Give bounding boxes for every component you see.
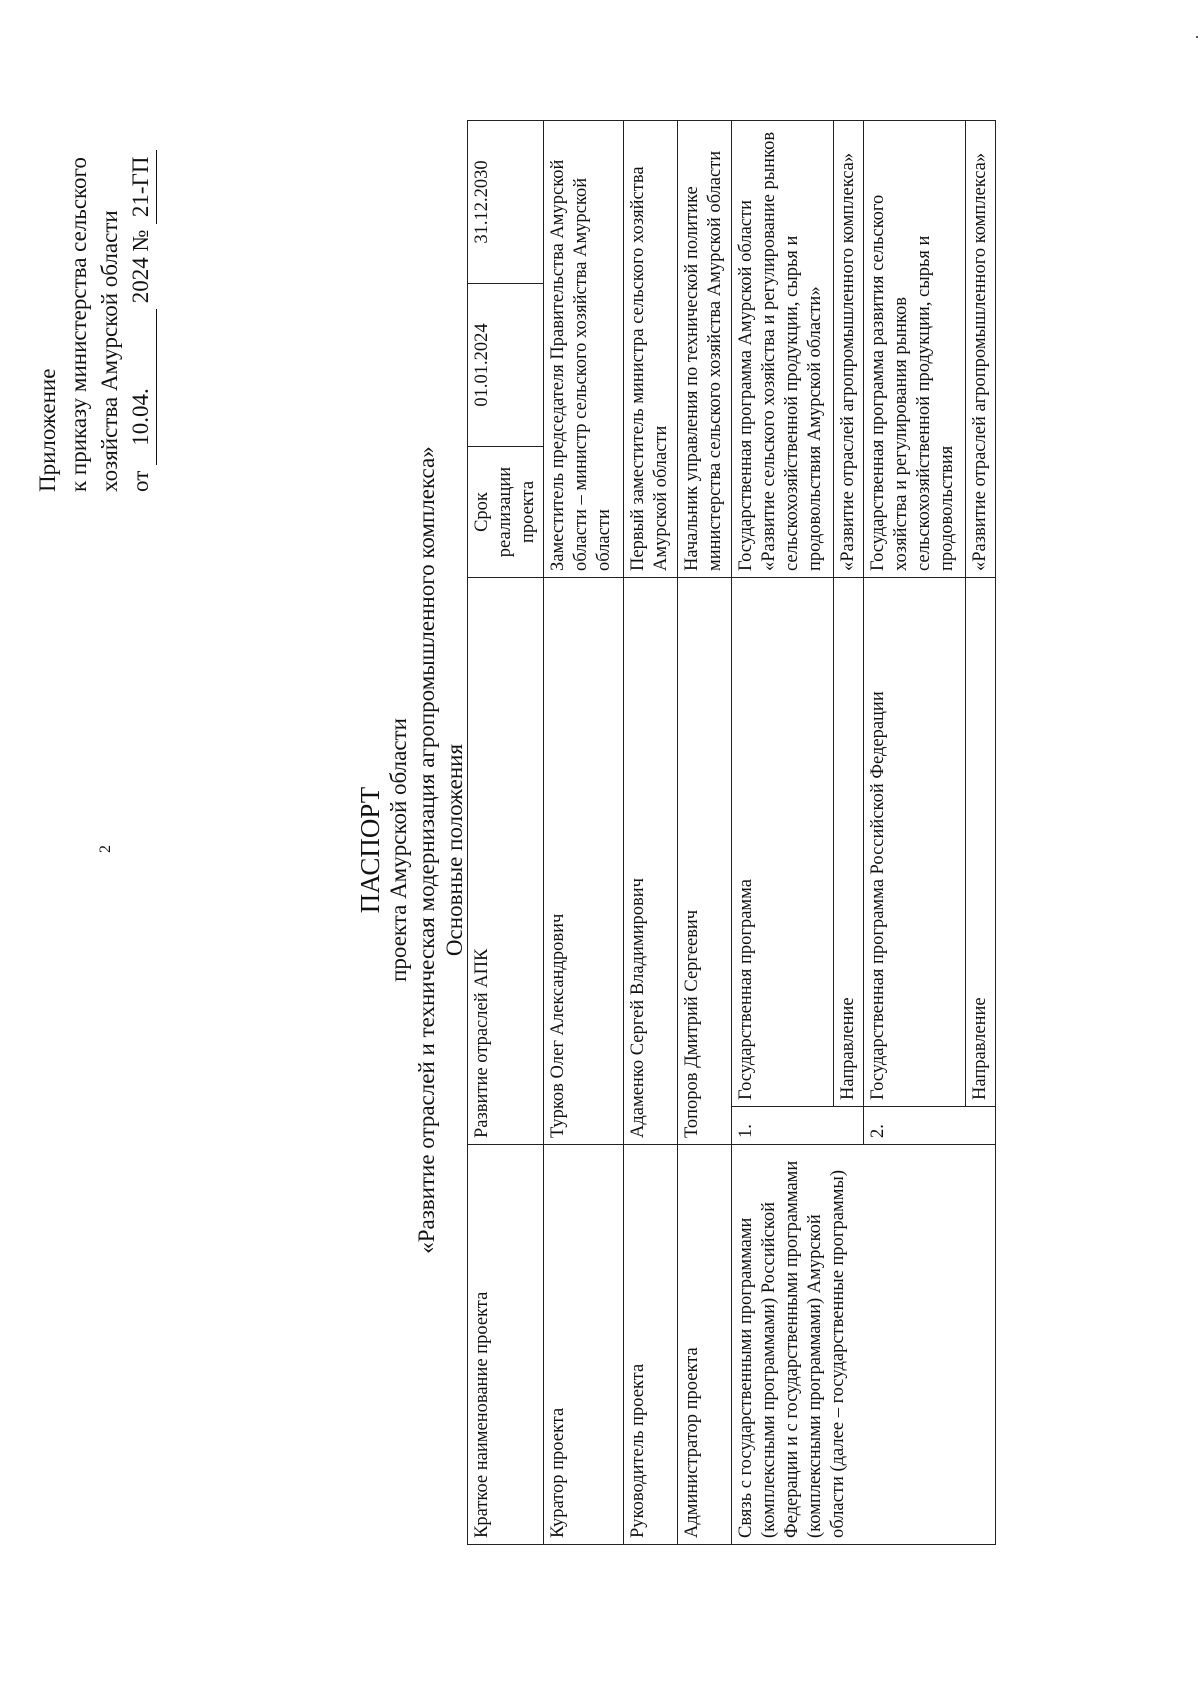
appendix-line-4: [125, 72, 157, 492]
page-number: 2: [97, 845, 114, 853]
direction-value: «Развитие отраслей агропромышленного комплекса»: [966, 121, 996, 578]
scan-speck: [1196, 36, 1198, 38]
from-label: от: [128, 470, 153, 492]
appendix-line-3: хозяйства Амурской области: [97, 210, 122, 492]
end-date: 31.12.2030: [468, 121, 544, 284]
appendix-block: [32, 72, 157, 492]
program-label: Государственная программа Российской Федерации: [864, 578, 966, 1107]
administrator-name: Топоров Дмитрий Сергеевич: [678, 578, 732, 1145]
row-label: Руководитель проекта: [624, 1145, 678, 1545]
program-value: Государственная программа развития сельского хозяйства и регулирования рынков сельскохозяйственной продукции, сырья и продовольствия: [864, 121, 966, 578]
project-name: «Развитие отраслей и техническая модернизация агропромышленного комплекса»: [414, 446, 439, 1254]
direction-label: Направление: [966, 578, 996, 1107]
order-date-blank: [125, 309, 157, 369]
curator-name: Турков Олег Александрович: [544, 578, 624, 1145]
row-label: Куратор проекта: [544, 1145, 624, 1545]
curator-position: Заместитель председателя Правительства Амурской области – министр сельского хозяйства Амурской области: [544, 121, 624, 578]
item-number: 1.: [732, 1107, 864, 1145]
section-title: Основные положения: [442, 743, 467, 957]
table-row: [624, 121, 678, 1545]
table-row: [678, 121, 732, 1545]
order-number: 21-ГП: [125, 150, 157, 224]
short-name-cell: Развитие отраслей АПК: [468, 578, 544, 1145]
year-label: 2024 №: [128, 229, 153, 304]
appendix-line-1: Приложение: [35, 368, 60, 492]
table-row: [468, 121, 544, 1545]
appendix-line-2: к приказу министерства сельского: [66, 157, 91, 492]
passport-table: [467, 120, 996, 1545]
table-row: [732, 121, 834, 1545]
start-date: 01.01.2024: [468, 284, 544, 447]
row-label: Связь с государственными программами (комплексными программами) Российской Федерации и с государственными программами (комплексными программами) Амурской области (далее – государственные программы): [732, 1145, 996, 1545]
order-date: 10.04.: [125, 369, 157, 465]
landscape-content: [20, 50, 1150, 1650]
manager-position: Первый заместитель министра сельского хозяйства Амурской области: [624, 121, 678, 578]
direction-label: Направление: [834, 578, 864, 1107]
row-label: Администратор проекта: [678, 1145, 732, 1545]
item-number: 2.: [864, 1107, 996, 1145]
program-label: Государственная программа: [732, 578, 834, 1107]
row-label: Краткое наименование проекта: [468, 1145, 544, 1545]
term-label: Срок реализации проекта: [468, 447, 544, 578]
document-title: ПАСПОРТ: [355, 786, 385, 914]
document-subtitle: проекта Амурской области: [386, 718, 411, 982]
manager-name: Адаменко Сергей Владимирович: [624, 578, 678, 1145]
administrator-position: Начальник управления по технической политике министерства сельского хозяйства Амурской области: [678, 121, 732, 578]
program-value: Государственная программа Амурской области «Развитие сельского хозяйства и регулирование рынков сельскохозяйственной продукции, сырья и продовольствия Амурской области»: [732, 121, 834, 578]
direction-value: «Развитие отраслей агропромышленного комплекса»: [834, 121, 864, 578]
table-row: [544, 121, 624, 1545]
